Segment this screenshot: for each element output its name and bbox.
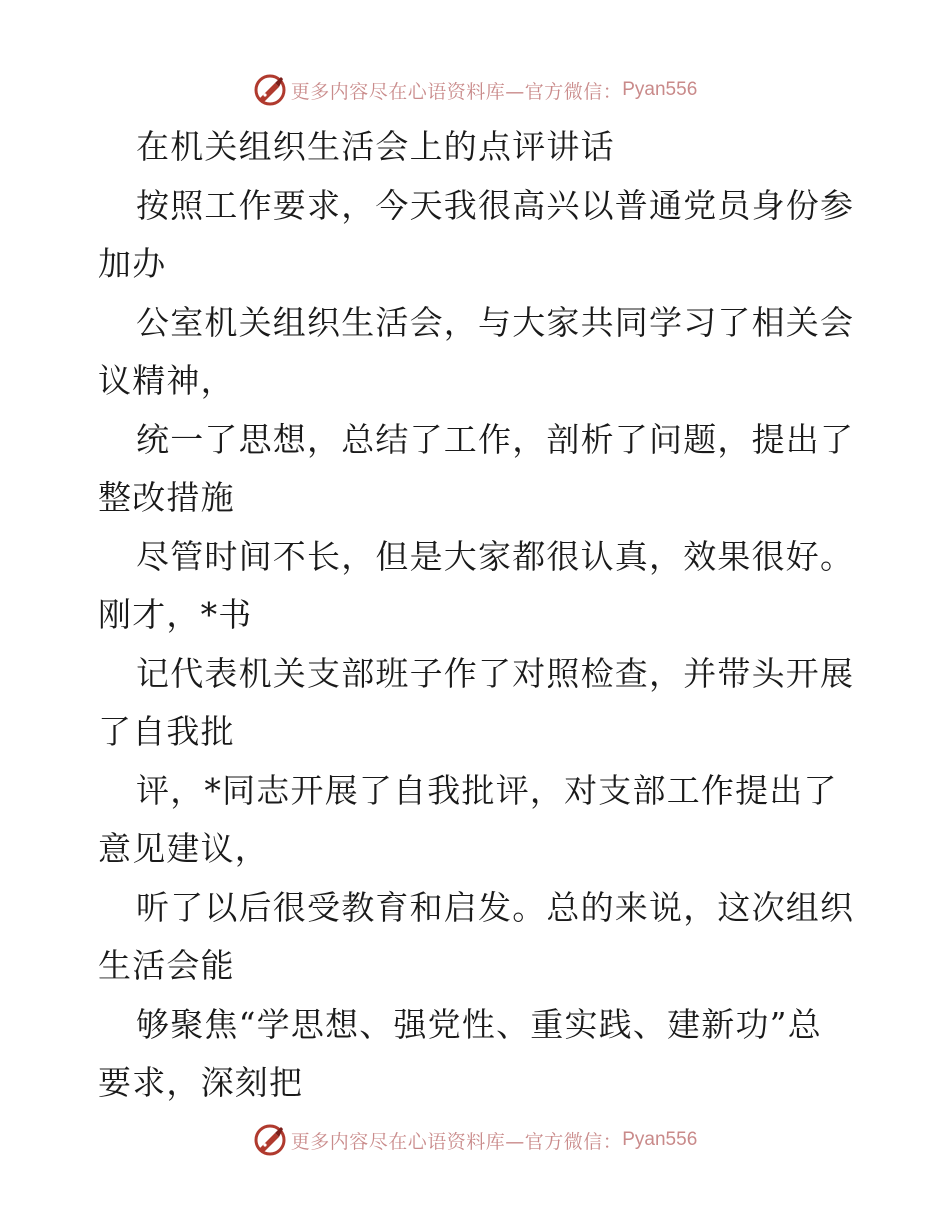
paragraph-line: 刚才，*书 bbox=[98, 595, 253, 634]
footer-wechat-id: Pyan556 bbox=[622, 1129, 698, 1150]
header-slogan: 更多内容尽在心语资料库—官方微信： bbox=[290, 80, 623, 103]
pen-nib-logo-icon bbox=[253, 1123, 287, 1157]
header-banner bbox=[0, 70, 950, 110]
paragraph-line: 要求，深刻把 bbox=[98, 1063, 304, 1102]
paragraph-line: 记代表机关支部班子作了对照检查，并带头开展 bbox=[136, 653, 855, 693]
paragraph-line: 议精神， bbox=[98, 361, 235, 400]
footer-slogan: 更多内容尽在心语资料库—官方微信： bbox=[290, 1130, 623, 1153]
document-body bbox=[98, 118, 858, 1113]
document-title: 在机关组织生活会上的点评讲话 bbox=[136, 127, 615, 166]
paragraph-line: 尽管时间不长，但是大家都很认真，效果很好。 bbox=[136, 536, 855, 576]
paragraph-line: 公室机关组织生活会，与大家共同学习了相关会 bbox=[136, 302, 855, 342]
header-wechat-id: Pyan556 bbox=[622, 79, 698, 100]
paragraph-line: 了自我批 bbox=[98, 712, 235, 751]
paragraph-line: 生活会能 bbox=[98, 946, 235, 985]
footer-banner bbox=[0, 1120, 950, 1160]
paragraph-line: 意见建议， bbox=[98, 829, 269, 868]
paragraph-line: 听了以后很受教育和启发。总的来说，这次组织 bbox=[136, 887, 855, 927]
pen-nib-logo-icon bbox=[253, 73, 287, 107]
paragraph-line: 按照工作要求，今天我很高兴以普通党员身份参 bbox=[136, 185, 855, 225]
paragraph-line: 加办 bbox=[98, 244, 167, 283]
paragraph-line: 够聚焦“学思想、强党性、重实践、建新功”总 bbox=[136, 1004, 822, 1044]
paragraph-line: 整改措施 bbox=[98, 478, 235, 517]
paragraph-line: 统一了思想，总结了工作，剖析了问题，提出了 bbox=[136, 419, 855, 459]
paragraph-line: 评，*同志开展了自我批评，对支部工作提出了 bbox=[136, 770, 838, 810]
